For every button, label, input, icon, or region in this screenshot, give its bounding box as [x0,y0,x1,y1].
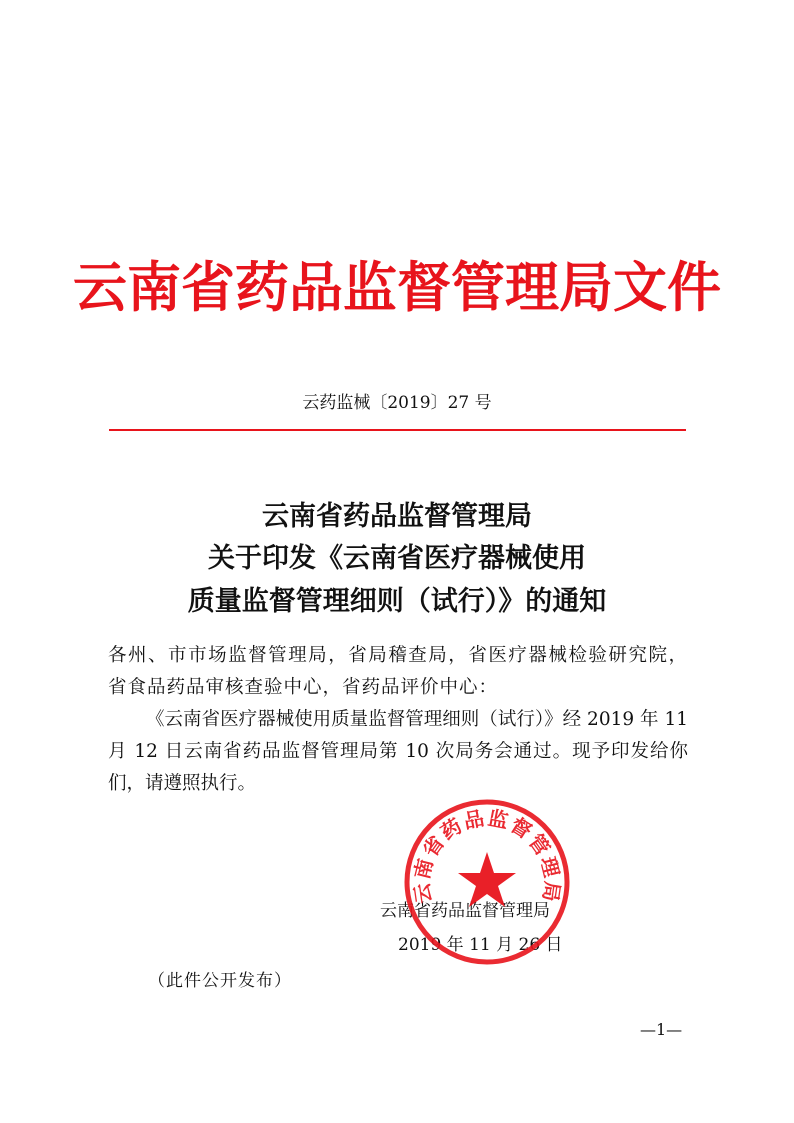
body-paragraph: 《云南省医疗器械使用质量监督管理细则（试行）》经 2019 年 11 月 12 日云南省药品监督管理局第 10 次局务会通过。现予印发给你们，请遵照执行。 [108,709,688,794]
red-divider [109,429,686,431]
recipients-paragraph: 各州、市市场监督管理局，省局稽查局，省医疗器械检验研究院，省食品药品审核查验中心，省药品评价中心： [108,645,688,698]
title-line-1: 云南省药品监督管理局 [262,501,532,532]
document-banner: 云南省药品监督管理局文件 [73,256,721,319]
official-seal-icon [402,797,572,967]
issuer-signature: 云南省药品监督管理局 [380,901,550,921]
title-line-2: 关于印发《云南省医疗器械使用 [208,543,586,574]
svg-text:云南省药品监督管理局: 云南省药品监督管理局 [409,805,565,906]
document-number: 云药监械〔2019〕27 号 [302,393,492,413]
page-number: —1— [640,1020,683,1039]
publication-note: （此件公开发布） [148,971,292,991]
issue-date: 2019 年 11 月 26 日 [398,935,563,955]
title-line-3: 质量监督管理细则（试行）》的通知 [187,586,607,617]
